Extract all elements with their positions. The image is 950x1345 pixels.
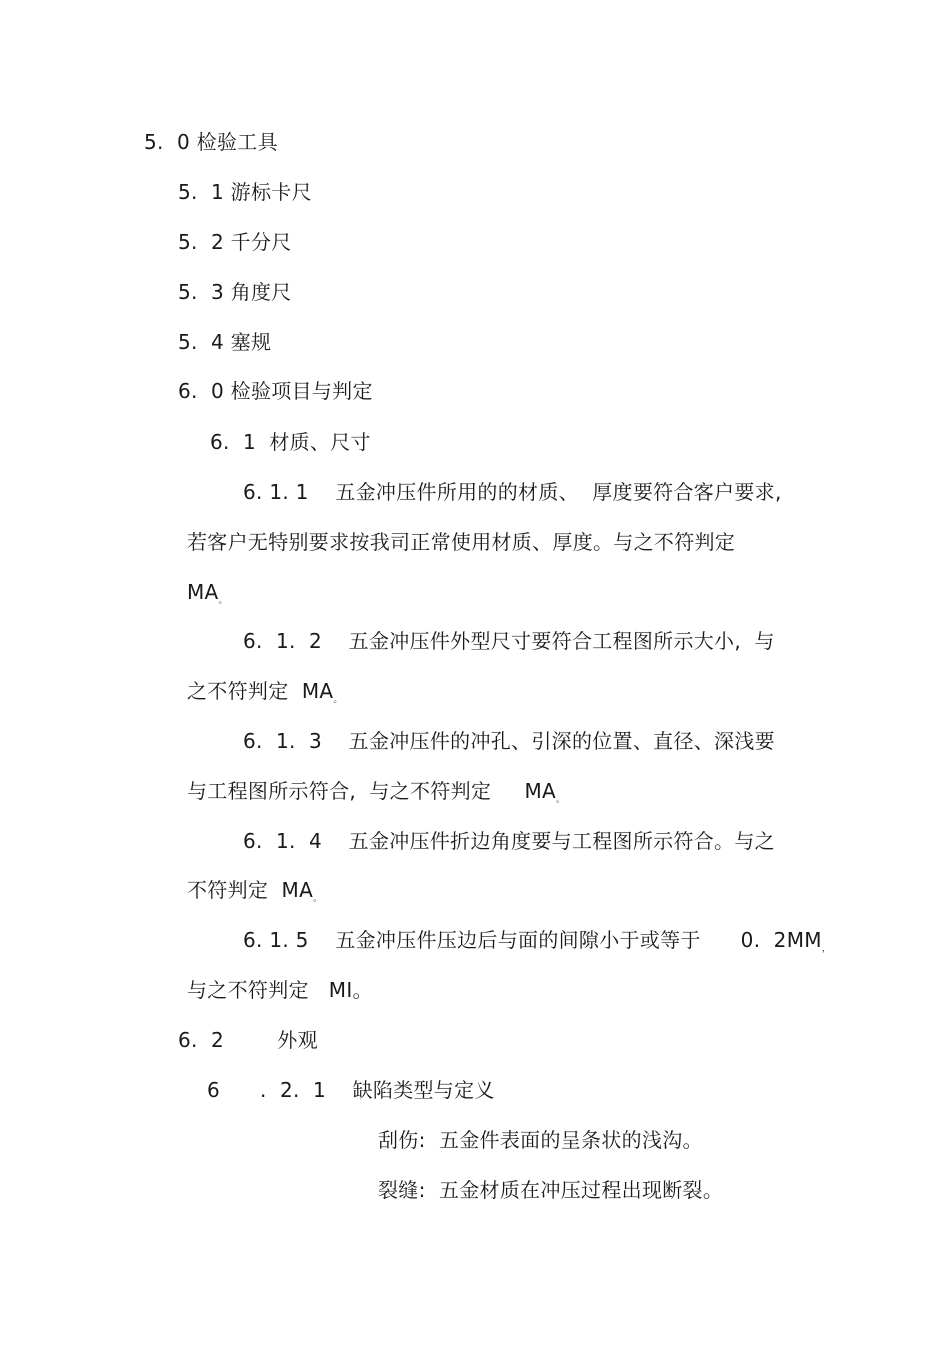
verdict-mark: 。 [333, 695, 343, 705]
verdict-text: 与工程图所示符合, 与之不符判定 MA [187, 779, 556, 803]
verdict-mark: 。 [313, 894, 323, 904]
clause-6-1-3-line2 [187, 779, 565, 812]
clause-6-1-4-line1: 6. 1. 4 五金冲压件折边角度要与工程图所示符合。与之 [243, 829, 775, 853]
defect-scratch-definition: 刮伤: 五金件表面的呈条状的浅沟。 [378, 1128, 703, 1152]
section-6-2-1-heading: 6 . 2. 1 缺陷类型与定义 [207, 1078, 495, 1102]
clause-6-1-4-line2 [187, 878, 322, 911]
clause-text: 6. 1. 5 五金冲压件压边后与面的间隙小于或等于 0. 2MM [243, 928, 822, 952]
clause-mark: ， [821, 944, 832, 954]
item-5-3: 5. 3 角度尺 [178, 280, 292, 304]
verdict-mark: 。 [218, 596, 228, 606]
item-5-4: 5. 4 塞规 [178, 330, 272, 354]
clause-6-1-1-line2: 若客户无特别要求按我司正常使用材质、厚度。与之不符判定 [187, 530, 736, 554]
clause-6-1-3-line1: 6. 1. 3 五金冲压件的冲孔、引深的位置、直径、深浅要 [243, 729, 775, 753]
verdict-text: 不符判定 MA [187, 878, 314, 902]
clause-6-1-5-line1 [243, 928, 831, 961]
item-5-2: 5. 2 千分尺 [178, 230, 292, 254]
item-5-1: 5. 1 游标卡尺 [178, 180, 312, 204]
verdict-text: 之不符判定 MA [187, 679, 334, 703]
section-6-0-heading: 6. 0 检验项目与判定 [178, 379, 373, 403]
clause-6-1-2-line1: 6. 1. 2 五金冲压件外型尺寸要符合工程图所示大小, 与 [243, 629, 775, 653]
verdict-text: MA [187, 580, 219, 604]
section-6-2-heading: 6. 2 外观 [178, 1028, 318, 1052]
section-5-0-heading: 5. 0 检验工具 [144, 130, 278, 154]
clause-6-1-1-line1: 6. 1. 1 五金冲压件所用的的材质、 厚度要符合客户要求, [243, 480, 782, 504]
clause-6-1-1-line3 [187, 580, 228, 613]
section-6-1-heading: 6. 1 材质、尺寸 [210, 430, 371, 454]
defect-crack-definition: 裂缝: 五金材质在冲压过程出现断裂。 [378, 1178, 724, 1202]
clause-6-1-5-line2: 与之不符判定 MI。 [187, 978, 373, 1002]
verdict-mark: 。 [556, 795, 566, 805]
clause-6-1-2-line2 [187, 679, 343, 712]
